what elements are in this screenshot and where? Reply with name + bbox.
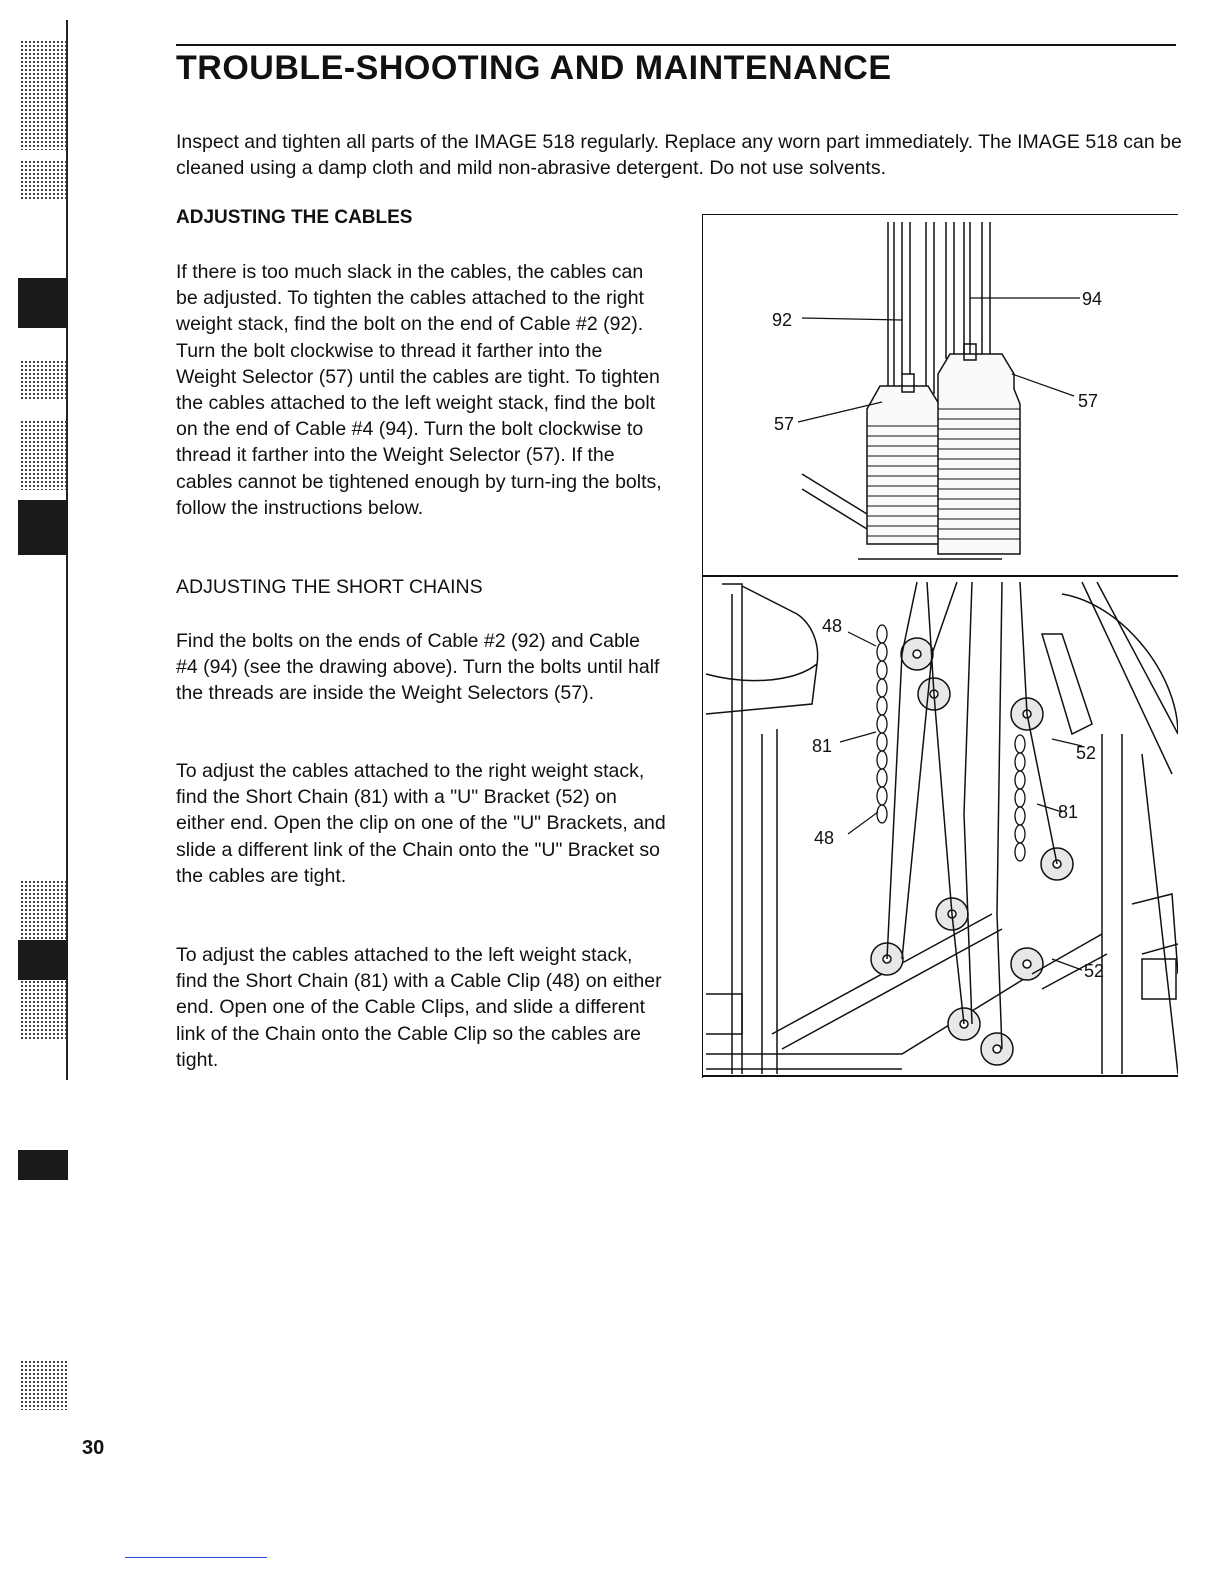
callout-81-right: 81 <box>1058 802 1079 822</box>
callout-92: 92 <box>772 310 793 330</box>
pulley-chain-illustration <box>706 582 1178 1074</box>
callout-94: 94 <box>1082 289 1103 309</box>
callout-57-right: 57 <box>1078 391 1099 411</box>
bottom-edge-line <box>125 1557 267 1558</box>
intro-paragraph: Inspect and tighten all parts of the IMAGE 518 regularly. Replace any worn part immediately. The IMAGE 518 can be cleaned using a damp cloth and mild non-abrasive detergent. Do not use solvents. <box>176 131 1182 179</box>
weight-stacks-illustration <box>798 222 1080 559</box>
paragraph-adjusting-cables: If there is too much slack in the cables, the cables can be adjusted. To tighten the cables attached to the right weight stack, find the bolt on the end of Cable #2 (92). Turn the bolt clockwise to thread it farther into the Weight Selector (57) until the cables are tight. To tighten the cables attached to the left weight stack, find the bolt on the end of Cable #4 (94). Turn the bolt clockwise to thread it farther into the Weight Selector (57). If the cables cannot be tightened enough by turn-ing the bolts, follow the instructions below. <box>176 261 662 519</box>
callout-52-top: 52 <box>1076 743 1097 763</box>
paragraph-find-bolts: Find the bolts on the ends of Cable #2 (92) and Cable #4 (94) (see the drawing above). Turn the bolts until half the threads are inside the Weight Selectors (57). <box>176 630 660 705</box>
title-rule <box>176 44 1176 46</box>
callout-81-left: 81 <box>812 736 833 756</box>
section-heading-adjusting-cables: ADJUSTING THE CABLES <box>176 207 413 228</box>
callout-52-bottom: 52 <box>1084 961 1105 981</box>
callout-48-top: 48 <box>822 616 843 636</box>
paragraph-left-stack: To adjust the cables attached to the left weight stack, find the Short Chain (81) with a Cable Clip (48) on either end. Open one of the Cable Clips, and slide a different link of the Chain onto the Cable Clip so the cables are tight. <box>176 944 662 1071</box>
cable-diagram <box>702 214 1178 1078</box>
section-heading-short-chains: ADJUSTING THE SHORT CHAINS <box>176 576 483 598</box>
callout-57-left: 57 <box>774 414 795 434</box>
callout-48-bottom: 48 <box>814 828 835 848</box>
page-title: TROUBLE-SHOOTING AND MAINTENANCE <box>176 49 892 87</box>
page-number: 30 <box>82 1437 105 1459</box>
paragraph-right-stack: To adjust the cables attached to the right weight stack, find the Short Chain (81) with a "U" Bracket (52) on either end. Open the clip on one of the "U" Brackets, and slide a different link of the Chain onto the "U" Bracket so the cables are tight. <box>176 760 666 887</box>
scan-edge-artifact <box>0 0 78 1584</box>
